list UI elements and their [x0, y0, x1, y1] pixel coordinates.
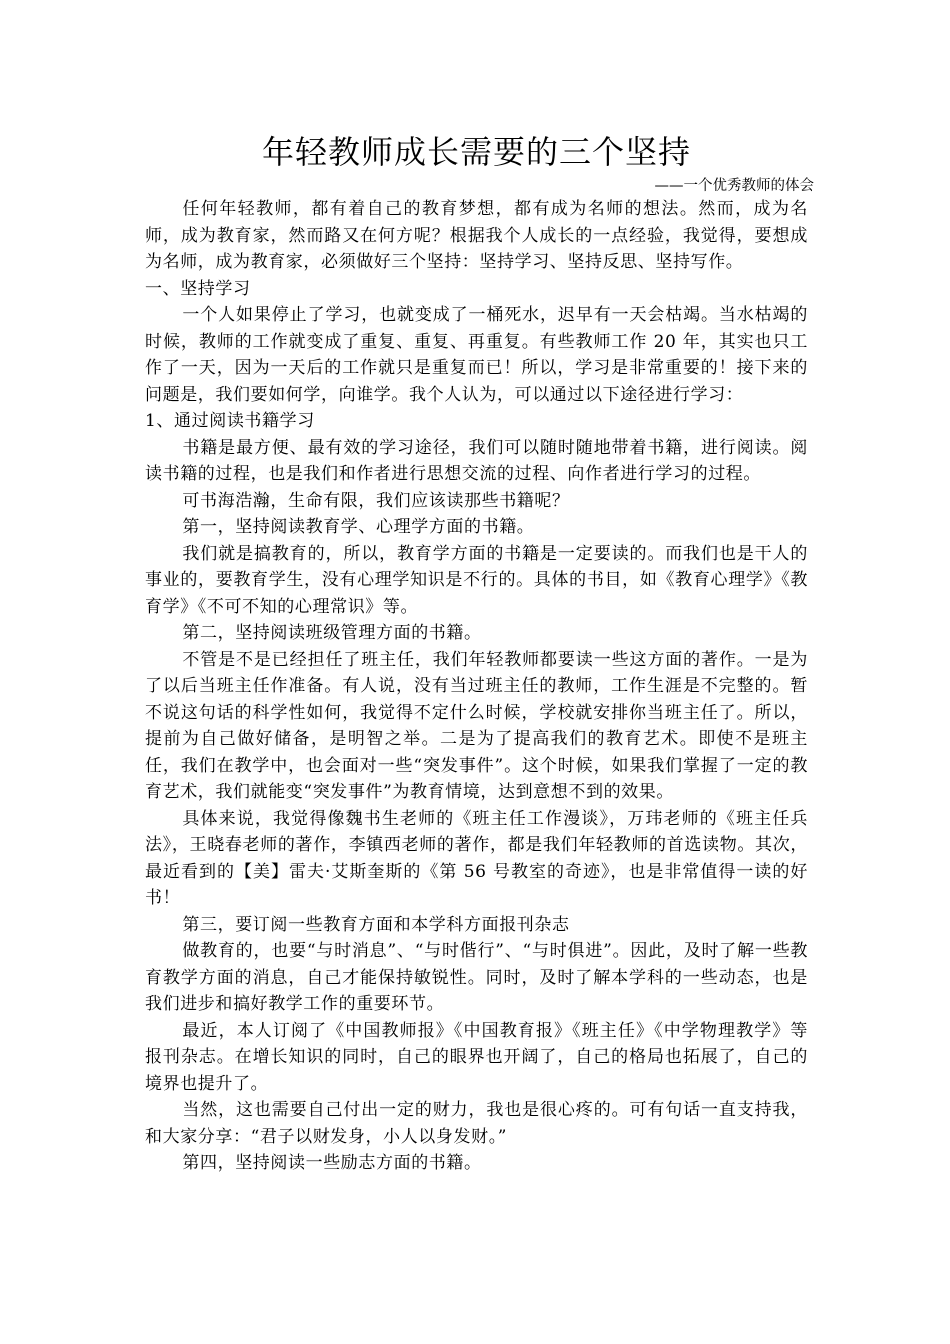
- paragraph: 一个人如果停止了学习，也就变成了一桶死水，迟早有一天会枯竭。当水枯竭的时候，教师的工作就变成了重复、重复、再重复。有些教师工作 20 年，其实也只工作了一天，因为一天后的工作就只是重复而已！所以，学习是非常重要的！接下来的问题是，我们要如何学，向谁学。我个人认为，可以通过以下途径进行学习：: [145, 305, 808, 405]
- paragraph: 做教育的，也要“与时消息”、“与时偕行”、“与时俱进”。因此，及时了解一些教育教学方面的消息，自己才能保持敏锐性。同时，及时了解本学科的一些动态，也是我们进步和搞好教学工作的重要环节。: [145, 941, 808, 1014]
- paragraph: 书籍是最方便、最有效的学习途径，我们可以随时随地带着书籍，进行阅读。阅读书籍的过程，也是我们和作者进行思想交流的过程、向作者进行学习的过程。: [145, 437, 808, 484]
- document-page: [145, 130, 814, 1177]
- point-heading: 第二，坚持阅读班级管理方面的书籍。: [182, 623, 482, 643]
- section-heading: 一、坚持学习: [145, 278, 251, 299]
- subsection-heading: 1、通过阅读书籍学习: [145, 411, 315, 431]
- document-body: [145, 196, 808, 1177]
- paragraph: 最近，本人订阅了《中国教师报》《中国教育报》《班主任》《中学物理教学》等报刊杂志。在增长知识的同时，自己的眼界也开阔了，自己的格局也拓展了，自己的境界也提升了。: [145, 1020, 808, 1094]
- paragraph: 当然，这也需要自己付出一定的财力，我也是很心疼的。可有句话一直支持我，和大家分享：“君子以财发身，小人以身发财。”: [145, 1100, 808, 1147]
- document-subtitle: ——一个优秀教师的体会: [654, 178, 814, 194]
- point-heading: 第四，坚持阅读一些励志方面的书籍。: [182, 1153, 482, 1173]
- paragraph-intro: 任何年轻教师，都有着自己的教育梦想，都有成为名师的想法。然而，成为名师，成为教育家，然而路又在何方呢？根据我个人成长的一点经验，我觉得，要想成为名师，成为教育家，必须做好三个坚持：坚持学习、坚持反思、坚持写作。: [145, 199, 808, 272]
- paragraph: 我们就是搞教育的，所以，教育学方面的书籍是一定要读的。而我们也是干人的事业的，要教育学生，没有心理学知识是不行的。具体的书目，如《教育心理学》《教育学》《不可不知的心理常识》等。: [145, 543, 808, 617]
- paragraph: 不管是不是已经担任了班主任，我们年轻教师都要读一些这方面的著作。一是为了以后当班主任作准备。有人说，没有当过班主任的教师，工作生涯是不完整的。暂不说这句话的科学性如何，我觉得不定什么时候，学校就安排你当班主任了。所以，提前为自己做好储备，是明智之举。二是为了提高我们的教育艺术。即使不是班主任，我们在教学中，也会面对一些“突发事件”。这个时候，如果我们掌握了一定的教育艺术，我们就能变“突发事件”为教育情境，达到意想不到的效果。: [145, 649, 808, 802]
- paragraph: 可书海浩瀚，生命有限，我们应该读那些书籍呢？: [182, 490, 570, 511]
- point-heading: 第三，要订阅一些教育方面和本学科方面报刊杂志: [182, 914, 570, 935]
- paragraph: 具体来说，我觉得像魏书生老师的《班主任工作漫谈》，万玮老师的《班主任兵法》，王晓春老师的著作，李镇西老师的著作，都是我们年轻教师的首选读物。其次，最近看到的【美】雷夫·艾斯奎斯的《第 56 号教室的奇迹》，也是非常值得一读的好书！: [145, 808, 808, 908]
- point-heading: 第一，坚持阅读教育学、心理学方面的书籍。: [182, 517, 535, 537]
- document-title: 年轻教师成长需要的三个坚持: [261, 133, 691, 171]
